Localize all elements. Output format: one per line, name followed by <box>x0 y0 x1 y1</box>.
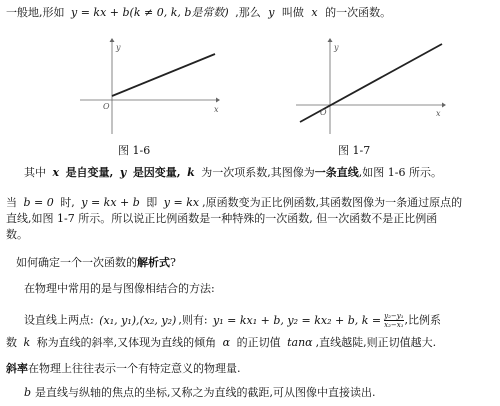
text: 的正切值 <box>236 336 281 349</box>
text: 时, <box>60 196 75 209</box>
proportional-line-2: 直线,如图 1-7 所示。所以说正比例函数是一种特殊的一次函数, 但一次函数不是正比例函 <box>6 212 438 225</box>
figure-1-6 <box>80 36 220 136</box>
slope-physics-line <box>6 362 241 376</box>
var-b: b <box>24 386 32 399</box>
eq-linear: y = kx + b <box>81 196 140 209</box>
text: 如何确定一个一次函数的 <box>16 256 137 269</box>
figure-1-6-caption: 图 1-6 <box>118 144 151 157</box>
x-axis-arrow <box>216 98 220 103</box>
x-axis-label: x <box>436 109 441 118</box>
var-x: x <box>52 166 60 179</box>
text: ,那么 <box>235 6 261 19</box>
x-axis-arrow <box>442 103 446 108</box>
fraction-numerator: y₂−y₁ <box>384 312 404 320</box>
text: ,则有: <box>178 313 208 327</box>
method-line: 在物理中常用的是与图像相结合的方法: <box>24 282 215 295</box>
origin-label: O <box>320 108 327 117</box>
var-y: y <box>119 166 127 179</box>
y-axis-arrow <box>328 38 333 42</box>
text: 是直线与纵轴的焦点的坐标,又称之为直线的截距,可从图像中直接读出. <box>35 386 376 399</box>
slope-fraction <box>384 312 403 329</box>
slope-equations: y₁ = kx₁ + b, y₂ = kx₂ + b, k = <box>213 313 382 327</box>
intercept-line <box>24 386 376 400</box>
text: 设直线上两点: <box>24 313 94 327</box>
text: 数 <box>6 336 17 349</box>
var-k: k <box>187 166 195 179</box>
text: 为一次项系数,其图像为 <box>201 166 315 179</box>
bold-term: 斜率 <box>6 362 28 375</box>
slope-formula-line <box>24 312 441 329</box>
x-axis-label: x <box>214 105 219 114</box>
text: 在物理上往往表示一个有特定意义的物理量. <box>28 362 241 375</box>
slope-explanation-line <box>6 336 436 350</box>
text: ,原函数变为正比例函数,其函数图像为一条通过原点的 <box>202 196 463 209</box>
bold-term: 解析式 <box>137 256 170 269</box>
text: ,比例系 <box>404 313 442 327</box>
figure-1-7 <box>296 36 446 136</box>
origin-label: O <box>103 102 110 111</box>
dependent-variable-text: 是因变量, <box>132 166 181 179</box>
var-y: y <box>268 6 275 19</box>
text: ,如图 1-6 所示。 <box>358 166 442 179</box>
tangent: tanα <box>287 336 313 349</box>
text: 称为直线的斜率,又体现为直线的倾角 <box>36 336 217 349</box>
fraction-denominator: x₂−x₁ <box>384 321 404 329</box>
text: ,直线越陡,则正切值越大. <box>315 336 437 349</box>
proportional-line-1 <box>6 196 462 210</box>
text: 其中 <box>24 166 46 179</box>
eq-proportional: y = kx <box>163 196 200 209</box>
independent-variable-text: 是自变量, <box>65 166 114 179</box>
text: 即 <box>146 196 158 209</box>
definition-line <box>6 6 391 20</box>
text: 叫做 <box>281 6 304 19</box>
text: 一般地,形如 <box>6 6 65 19</box>
text: 的一次函数。 <box>325 6 392 19</box>
figure-1-7-caption: 图 1-7 <box>338 144 371 157</box>
linear-formula: y = kx + b(k ≠ 0, k, b是常数) <box>71 6 229 19</box>
bold-term: 一条直线 <box>314 166 359 179</box>
eq-b-zero: b = 0 <box>23 196 54 209</box>
var-x: x <box>311 6 318 19</box>
variables-line <box>24 166 442 180</box>
var-k: k <box>23 336 31 349</box>
y-axis-label: y <box>334 43 339 52</box>
points: (x₁, y₁),(x₂, y₂) <box>99 313 177 327</box>
y-axis-label: y <box>116 43 121 52</box>
var-alpha: α <box>222 336 231 349</box>
text: ? <box>170 256 176 269</box>
linear-function-line <box>112 54 215 96</box>
y-axis-arrow <box>110 38 115 42</box>
text: 当 <box>6 196 17 209</box>
question-line <box>16 256 176 270</box>
proportional-line-3: 数。 <box>6 228 28 241</box>
